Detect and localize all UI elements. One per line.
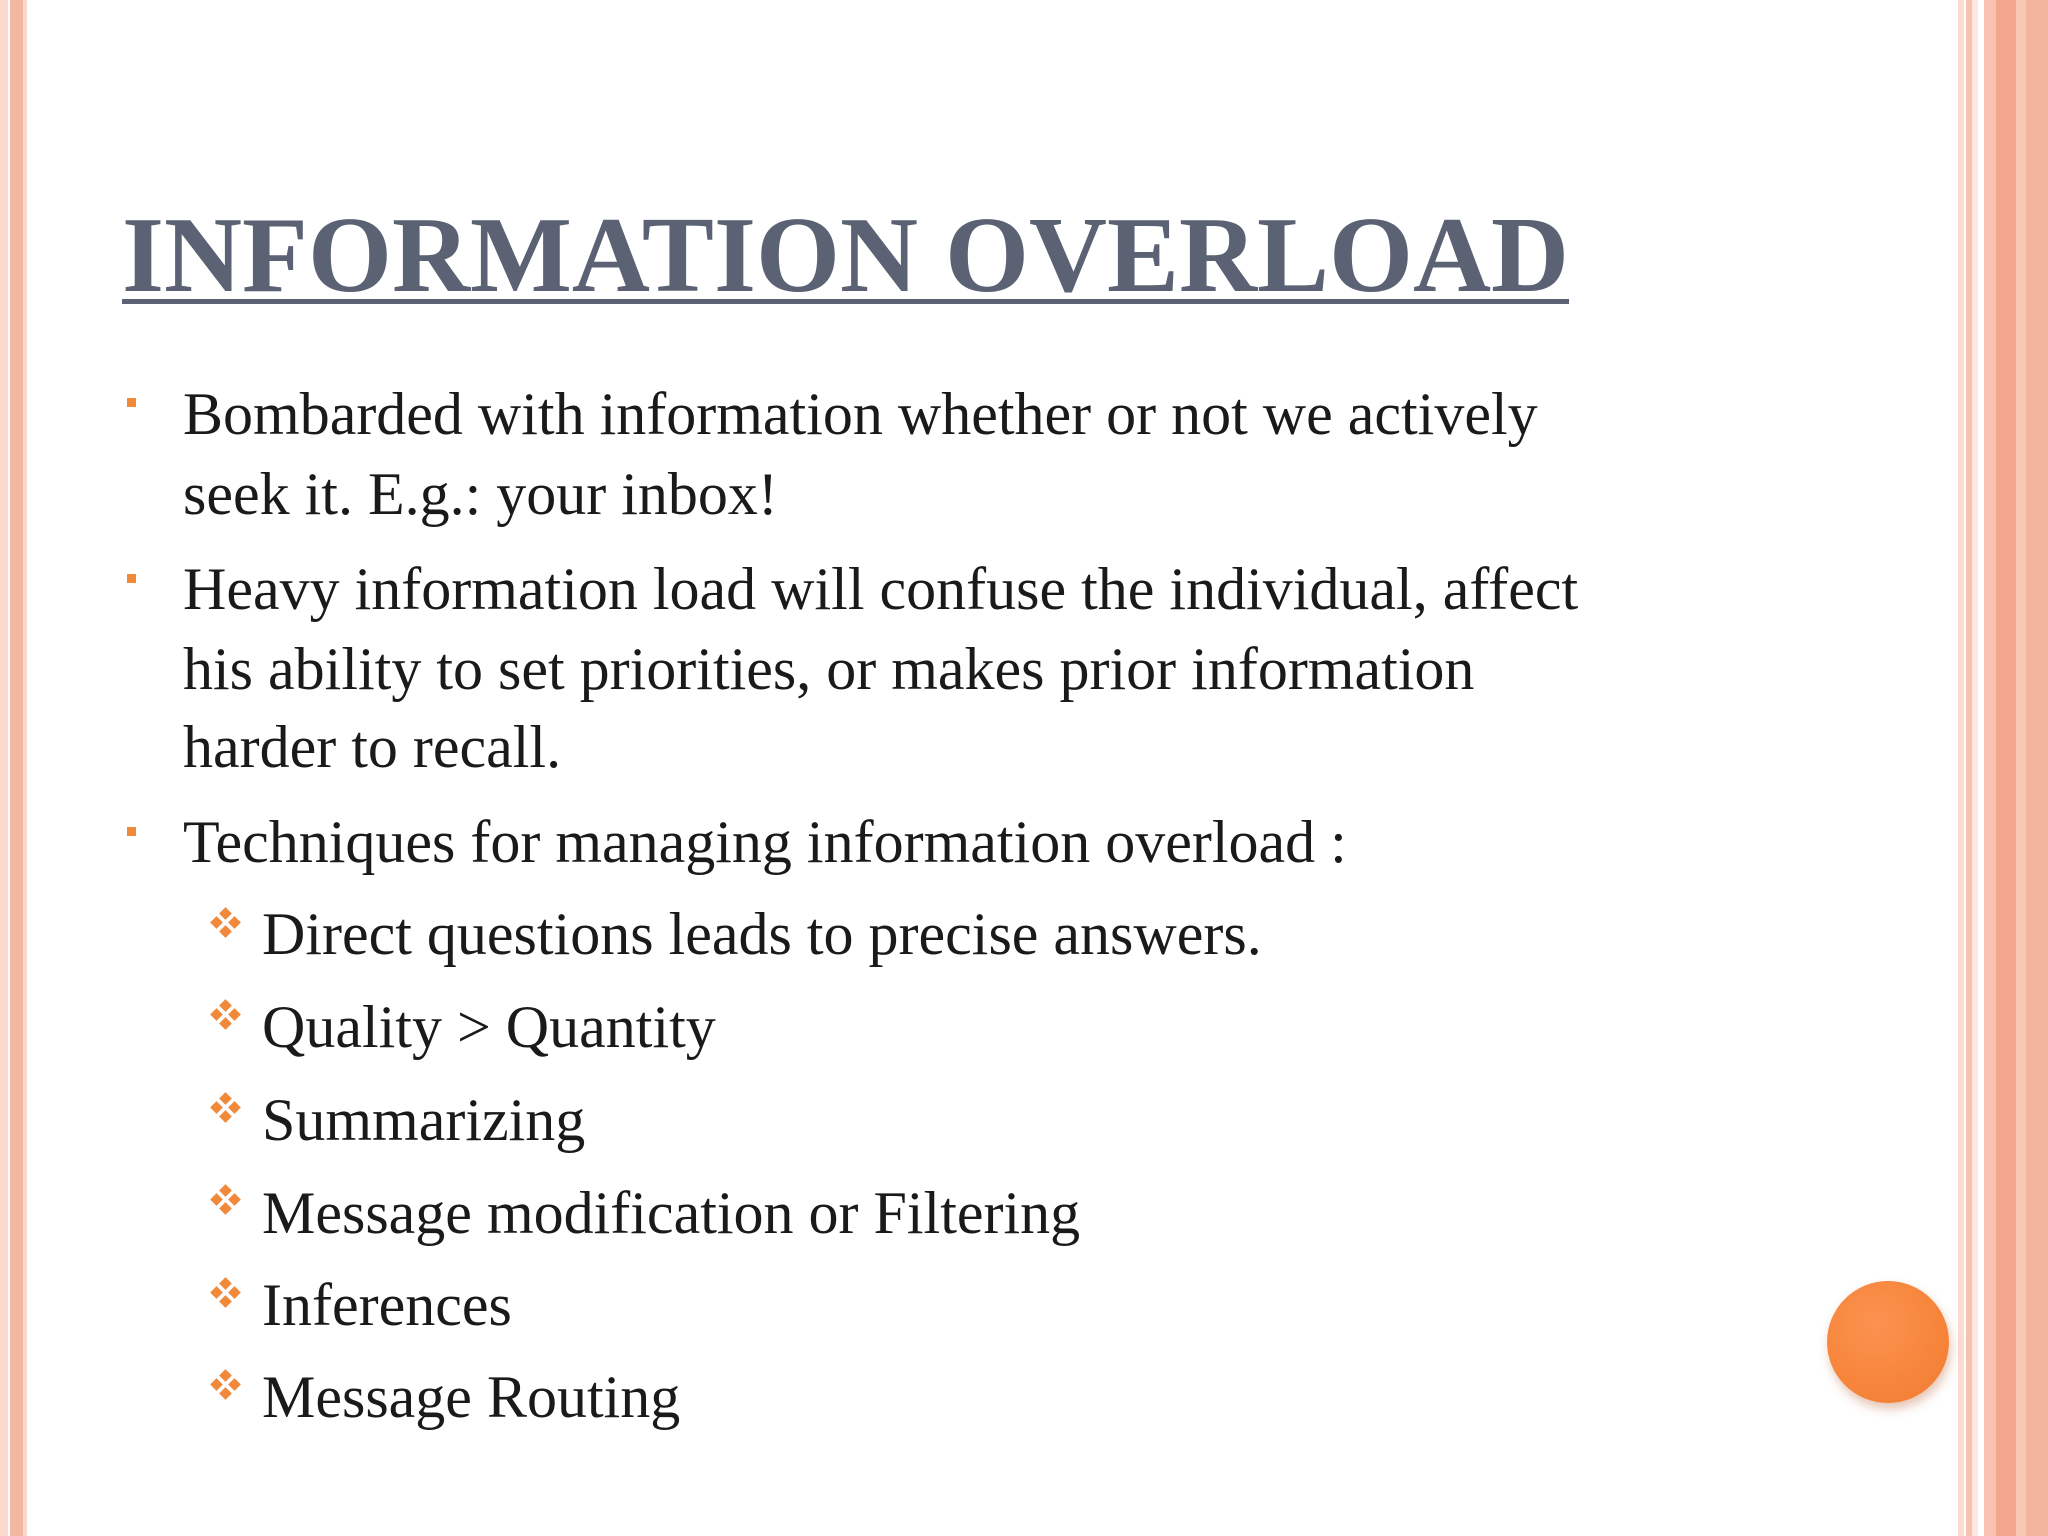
bullet-2-line-1: Heavy information load will confuse the individual, affect xyxy=(183,556,1579,622)
right-stripe-6 xyxy=(2016,0,2026,1536)
square-bullet-icon xyxy=(127,827,136,836)
sub-bullet-5: Inferences xyxy=(262,1272,512,1338)
right-stripe-1 xyxy=(1958,0,1964,1536)
bullet-1-line-1: Bombarded with information whether or not we actively xyxy=(183,381,1538,447)
left-stripe-light xyxy=(0,0,8,1536)
sub-bullet-3: Summarizing xyxy=(262,1087,586,1153)
bullet-2-line-3: harder to recall. xyxy=(183,714,562,780)
right-stripe-4 xyxy=(1984,0,1996,1536)
right-stripe-7 xyxy=(2026,0,2048,1536)
right-stripe-3 xyxy=(1972,0,1978,1536)
four-diamond-bullet-icon xyxy=(206,1276,246,1316)
bullet-2-line-2: his ability to set priorities, or makes prior information xyxy=(183,636,1475,702)
sub-bullet-4: Message modification or Filtering xyxy=(262,1180,1081,1246)
sub-bullet-2: Quality > Quantity xyxy=(262,994,716,1060)
left-stripe xyxy=(10,0,23,1536)
square-bullet-icon xyxy=(127,398,136,407)
right-stripe-5 xyxy=(1996,0,2016,1536)
four-diamond-bullet-icon xyxy=(206,1183,246,1223)
four-diamond-bullet-icon xyxy=(206,1368,246,1408)
square-bullet-icon xyxy=(127,574,136,583)
orange-circle-decoration xyxy=(1827,1281,1949,1403)
bullet-1-line-2: seek it. E.g.: your inbox! xyxy=(183,461,778,527)
sub-bullet-6: Message Routing xyxy=(262,1364,681,1430)
left-stripe-inner xyxy=(23,0,27,1536)
sub-bullet-1: Direct questions leads to precise answers. xyxy=(262,901,1262,967)
four-diamond-bullet-icon xyxy=(206,1091,246,1131)
four-diamond-bullet-icon xyxy=(206,998,246,1038)
bullet-3-line-1: Techniques for managing information overload : xyxy=(183,809,1347,875)
four-diamond-bullet-icon xyxy=(206,906,246,946)
slide-title: INFORMATION OVERLOAD xyxy=(122,196,1570,315)
